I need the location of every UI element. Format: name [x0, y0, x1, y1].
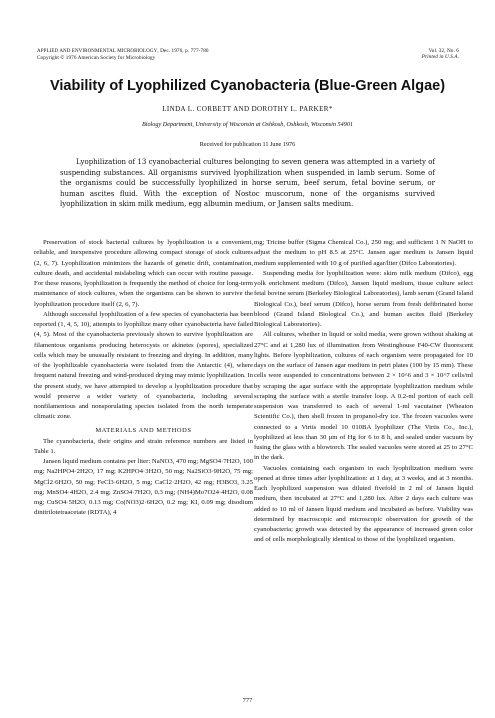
body-paragraph: Although successful lyophilization of a few species of cyanobacteria has been reported (1, 4, 5, 10), attempts to lyophilize many other cyanobacteria have failed (4, 5). Most of the cyanobacteria previously shown to survive lyophilization are filamentous organisms producing heterocysts or akinetes (spores), specialized cells which may be unusually resistant to freezing and drying. In addition, many of the lyophilizable cyanobacteria were isolated from the Antarctic (4), where frequent natural freezing and wind-produced drying may mimic lyophilization. In the present study, we have attempted to develop a lyophilization procedure that would preserve a wider variety of cyanobacteria, including several nonfilamentous and nonsporulating species isolated from the north temperate climatic zone. [34, 310, 253, 421]
volume-info: Vol. 32, No. 6 [428, 48, 459, 54]
printed-in: Printed in U.S.A. [421, 54, 459, 61]
issue-info: , Dec. 1976, p. 777-780 [157, 48, 209, 54]
body-paragraph: Jansen liquid medium contains per liter: NaNO3, 470 mg; MgSO4·7H2O, 100 mg; Na2HPO4·2H2O, 17 mg; K2HPO4·3H2O, 50 mg; Na2SiO3·9H2O, 75 mg; MgCl2·6H2O, 50 mg; FeCl3·6H2O, 5 mg; CaCl2·2H2O, 42 mg; H3BO3, 3.25 mg; MnSO4·4H2O, 2.4 mg; ZnSO4·7H2O, 0.3 mg; (NH4)Mo7O24·4H2O, 0.08 mg; CuSO4·5H2O, 0.13 mg; Co(NO3)2·6H2O, 0.2 mg; KI, 0.09 mg; disodium dinitrilotetraacetate (RDTA), 4 [34, 458, 253, 517]
affiliation: Biology Department, University of Wisconsin at Oshkosh, Oshkosh, Wisconsin 54901 [141, 121, 354, 128]
running-header-right [422, 48, 459, 61]
body-paragraph: All cultures, whether in liquid or solid media, were grown without shaking at 27°C and at 1,280 lux of illumination from Westinghouse F40-CW fluorescent lights. Before lyophilization, cultures of each organism were propagated for 10 days on the surface of Jansen agar medium in petri plates (100 by 15 mm). These cells were suspended to concentrations between 2 × 10^6 and 3 × 10^7 cells/ml by scraping the agar surface with the appropriate lyophilization medium while scraping the surface with a sterile transfer loop. A 0.2-ml portion of each cell suspension was transferred to each of several 1-ml vacutainer (Wheaton Scientific Co.), then shell frozen in propanol-dry ice. The frozen vacuoles were connected to a Virtis model 10 010BA lyophilizer (The Virtis Co., Inc.), lyophilized at less than 30 μm of Hg for 6 to 8 h, and sealed under vacuum by fusing the glass with a blowtorch. The sealed vacuoles were stored at 25 to 27°C in the dark. [254, 331, 473, 462]
running-header-left [37, 48, 209, 62]
paper-title: Viability of Lyophilized Cyanobacteria (Blue-Green Algae) [49, 78, 446, 94]
body-paragraph: Suspending media for lyophilization were: skim milk medium (Difco), egg yolk enrichment medium (Difco), Jansen liquid medium, tissue culture select fetal bovine serum (Berkeley Biological Laboratories), lamb serum (Grand Island Biological Co.), beef serum (Difco), horse serum from fresh defibrinated horse blood (Grand Island Biological Co.), and human ascites fluid (Berkeley Biological Laboratories). [254, 269, 473, 328]
body-paragraph: The cyanobacteria, their origins and strain reference numbers are listed in Table 1. [34, 437, 253, 455]
body-column-left [34, 238, 253, 519]
body-paragraph: Vacuoles containing each organism in each lyophilization medium were opened at three times after lyophilization: at 1 day, at 3 weeks, and at 3 months. Each lyophilized suspension was diluted fivefold in 2 ml of Jansen liquid medium, then incubated at 27°C and 1,280 lux. After 2 days each culture was added to 10 ml of Jansen liquid medium and incubated as before. Viability was determined by macroscopic and microscopic observation for growth of the cyanobacteria; growth was detected by the appearance of increased green color and of cells morphologically identical to those of the lyophilized organism. [254, 464, 473, 544]
received-date: Received for publication 11 June 1976 [199, 141, 296, 148]
body-paragraph: mg; Tricine buffer (Sigma Chemical Co.), 250 mg; and sufficient 1 N NaOH to adjust the medium to pH 8.5 at 25°C. Jansen agar medium is Jansen liquid medium supplemented with 10 g of purified agar/liter (Difco Laboratories). [254, 239, 473, 267]
page-number: 777 [242, 697, 253, 704]
body-column-right [254, 238, 473, 546]
body-paragraph: Preservation of stock bacterial cultures by lyophilization is a convenient, reliable, and inexpensive procedure allowing compact storage of stock cultures (2, 6, 7). Lyophilization minimizes the hazards of genetic drift, contamination, culture death, and accidental mislabeling which can occur with routine passage. For these reasons, lyophilization is frequently the method of choice for long-term maintenance of stock cultures, when the organisms can be shown to survive the lyophilization procedure itself (2, 6, 7). [34, 239, 253, 308]
journal-name: APPLIED AND ENVIRONMENTAL MICROBIOLOGY [37, 49, 158, 54]
section-heading: MATERIALS AND METHODS [95, 426, 192, 434]
author-line: LINDA L. CORBETT AND DOROTHY L. PARKER* [162, 105, 333, 113]
abstract [60, 157, 435, 210]
abstract-text: Lyophilization of 13 cyanobacterial cultures belonging to seven genera was attempted in a variety of suspending substances. All organisms survived lyophilization when suspended in lamb serum. Some of the organisms could be successfully lyophilized in horse serum, beef serum, fetal bovine serum, or human ascites fluid. With the exception of Nostoc muscorum, none of the organisms survived lyophilization in skim milk medium, egg albumin medium, or Jansen salts medium. [60, 158, 435, 209]
copyright-line: Copyright © 1976 American Society for Microbiology [37, 55, 156, 62]
